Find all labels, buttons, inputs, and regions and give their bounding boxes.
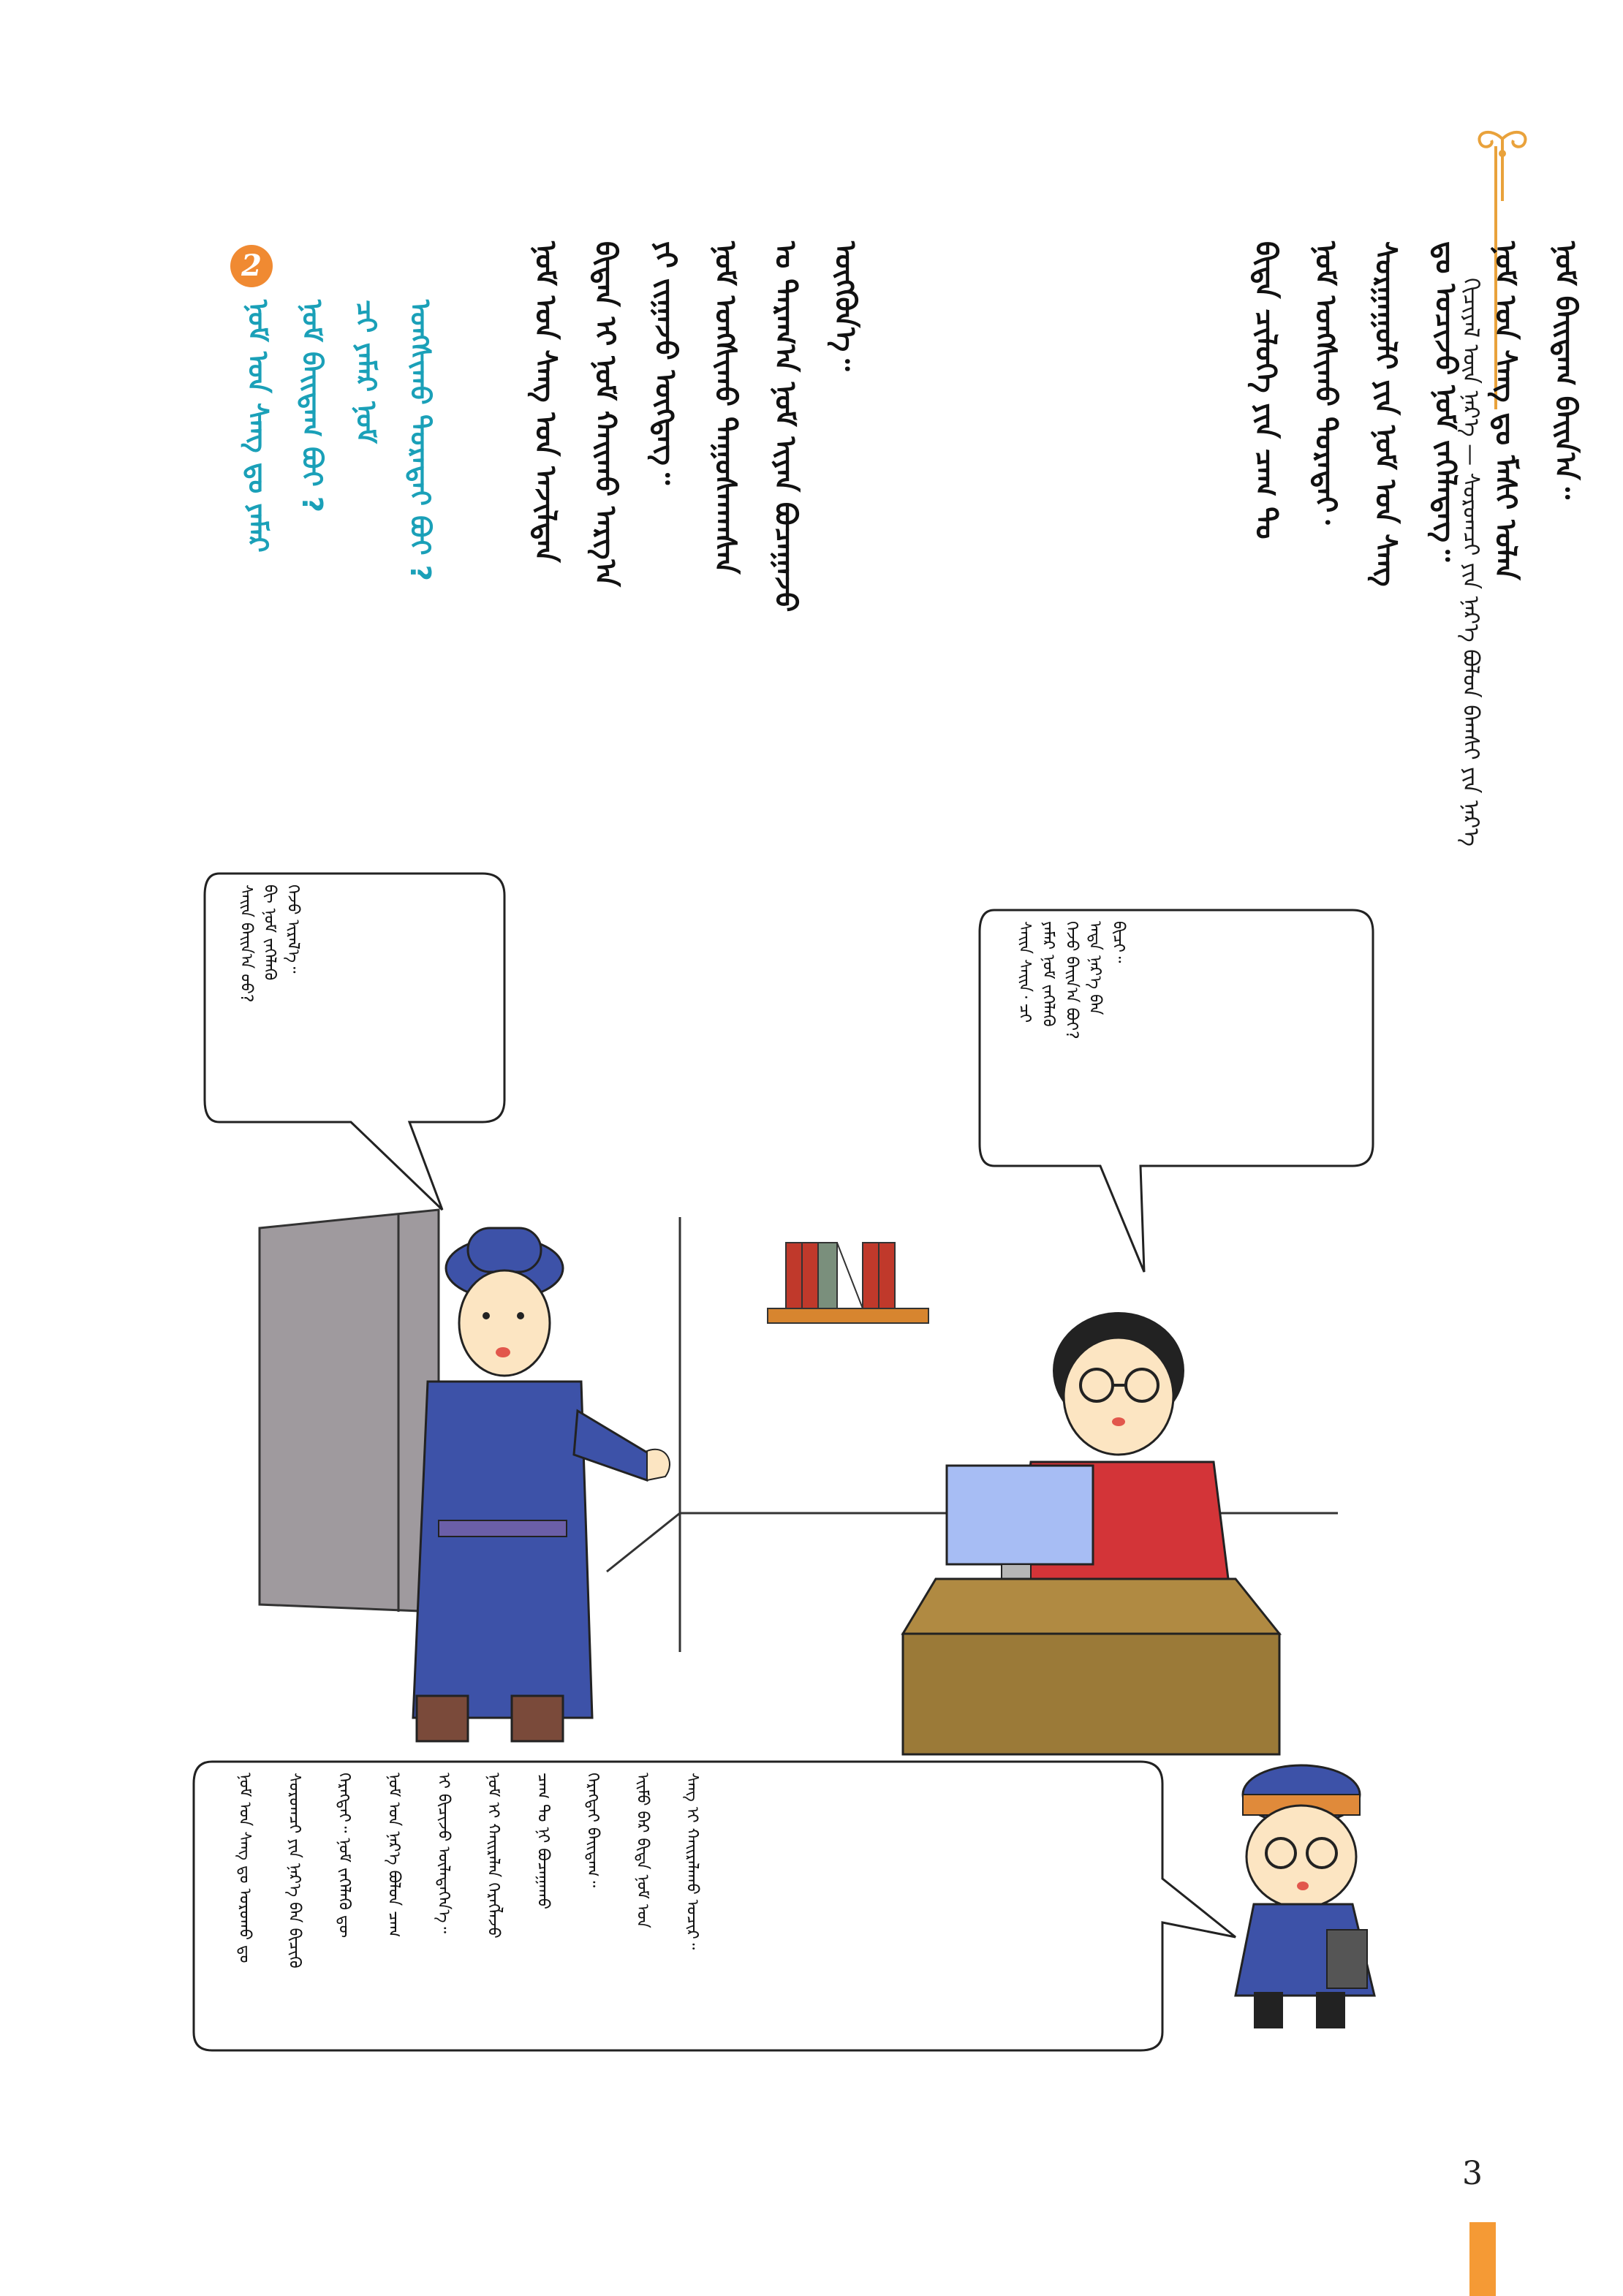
narrator-character bbox=[1236, 1765, 1374, 2028]
narrator-speech-text: ᠨᠤᠮ ᠤᠨ ᠰᠠᠩ ᠳᠤ ᠣᠷᠣᠬᠤ ᠳᠤ ᠰᠤᠷᠤᠭᠴᠢ ᠶᠢᠨ ᠨᠡᠷ᠎ᠡ ᠪᠡᠨ ᠪᠢᠴᠢᠬᠦ ᠬᠡᠷᠡᠭᠲᠡᠢ᠃ ᠨᠤᠮ ᠵᠡᠭᠡᠯᠡᠬᠦ ᠳᠦ ᠨᠤᠮ ᠤᠨ ᠨᠡᠷ᠎ᠡ ᠪᠤᠯᠤᠨ ᠴᠠᠭ ᠢ ᠪᠢᠴᠢᠵᠦ ᠦᠯᠡᠳᠡᠭᠡᠨ᠎ᠡ᠃ ᠨᠤᠮ ᠢ ᠬᠠᠢᠷᠠᠯᠠᠨ ᠬᠡᠷᠡᠭᠯᠡᠵᠦ ᠴᠠᠭ ᠲᠤ ᠨᠢ ᠪᠤᠴᠠᠭᠠᠬᠤ ᠬᠡᠷᠡᠭᠲᠡᠢ ᠪᠠᠢᠳᠠᠭ᠃ ᠡᠢᠮᠦ ᠪᠡᠷ ᠪᠢᠳᠡ ᠨᠤᠮ ᠤᠨ ᠰᠠᠩ ᠢ ᠬᠠᠢᠷᠠᠯᠠᠬᠤ ᠤᠴᠢᠷ᠃ bbox=[235, 1773, 701, 1969]
boy-speech-text: ᠰᠠᠢᠨ ᠪᠠᠢᠨ᠎ᠠ ᠤᠤ? ᠪᠢ ᠨᠤᠮ ᠵᠡᠭᠡᠯᠡᠬᠦ ᠭᠡᠵᠦ ᠢᠷᠡᠯ᠎ᠡ᠃ bbox=[237, 884, 302, 1003]
question-text: ᠨᠤᠮ ᠤᠨ ᠰᠠᠩ ᠳᠤ ᠶᠠᠮᠠᠷ ᠨᠤᠮ ᠪᠠᠢᠳᠠᠭ ᠪᠤᠢ ? ᠴᠢ ᠶᠠᠮᠠᠷ ᠨᠤᠮ ᠤᠩᠰᠢᠬᠤ ᠳᠤᠷᠠᠲᠠᠢ ᠪᠤᠢ ? bbox=[242, 300, 436, 581]
page-edge-tab bbox=[1469, 2222, 1496, 2296]
librarian-speech-text: ᠰᠠᠢᠨ ᠰᠠᠢᠨ᠂ ᠴᠢ ᠶᠠᠮᠠᠷ ᠨᠤᠮ ᠵᠡᠭᠡᠯᠡᠬᠦ ᠭᠡᠵᠦ ᠪᠠᠢᠨ᠎ᠠ ᠪᠤᠢ? ᠡᠨᠳᠡ ᠨᠡᠷ᠎ᠡ ᠪᠡᠨ ᠪᠢᠴᠢ᠃ bbox=[1015, 921, 1127, 1039]
running-header: ᠬᠢᠴᠢᠶᠡᠯ ᠦᠨ ᠨᠡᠷ᠎ᠡ — ᠰᠤᠷᠤᠭᠴᠢ ᠶᠢᠨ ᠨᠡᠷ᠎ᠡ ᠪᠣᠯᠤᠨ ᠪᠠᠭᠰᠢ ᠶᠢᠨ ᠨᠡᠷ᠎ᠡ bbox=[1458, 278, 1483, 846]
scroll-ornament-icon bbox=[1469, 124, 1535, 205]
body-paragraph-1: ᠪᠢᠳᠡ ᠴᠢᠯᠦᠭᠡ ᠶᠢᠨ ᠴᠠᠭ ᠲᠤ ᠨᠤᠮ ᠤᠩᠰᠢᠬᠤ ᠳᠤᠷᠠᠲᠠᠢ᠂ ᠰᠤᠷᠭᠠᠭᠤᠯᠢ ᠶᠢᠨ ᠨᠤᠮ ᠤᠨ ᠰᠠᠩ ᠳᠤ ᠣᠴᠢᠵᠤ ᠨᠤᠮ ᠵᠡᠭᠡᠯᠡᠳᠡᠭ᠃ ᠨᠤᠮ ᠤᠨ ᠰᠠᠩ ᠳᠤ ᠮᠠᠰᠢ ᠣᠯᠠᠨ ᠨᠤᠮ ᠪᠠᠢᠳᠠᠭ ᠪᠠᠢᠨ᠎ᠠ᠃ bbox=[1249, 241, 1582, 587]
door bbox=[260, 1210, 439, 1612]
body-paragraph-2: ᠨᠤᠮ ᠤᠨ ᠰᠠᠩ ᠤᠨ ᠠᠵᠢᠯᠲᠠᠨ ᠪᠢᠳᠡᠨ ᠢ ᠨᠤᠮ ᠬᠠᠢᠬᠤ ᠠᠷᠭ᠎ᠠ ᠶᠢ ᠵᠢᠭᠠᠵᠤ ᠦᠭᠳᠡᠭ᠃ ᠨᠤᠮ ᠤᠩᠰᠢᠬᠤ ᠳᠠᠭᠤᠰᠬᠠᠭᠰᠠᠨ ᠤ ᠳᠠᠷᠠᠭ᠎ᠠ ᠨᠤᠮ ᠢᠶᠠᠨ ᠪᠤᠴᠠᠭᠠᠵᠤ ᠥᠭᠭᠦᠨ᠎ᠡ᠃ bbox=[529, 241, 862, 613]
page-number: 3 bbox=[1462, 2155, 1483, 2192]
boy-character bbox=[413, 1228, 670, 1741]
bookshelf bbox=[768, 1243, 928, 1323]
desk bbox=[903, 1579, 1279, 1754]
question-number-badge: 2 bbox=[230, 245, 273, 287]
